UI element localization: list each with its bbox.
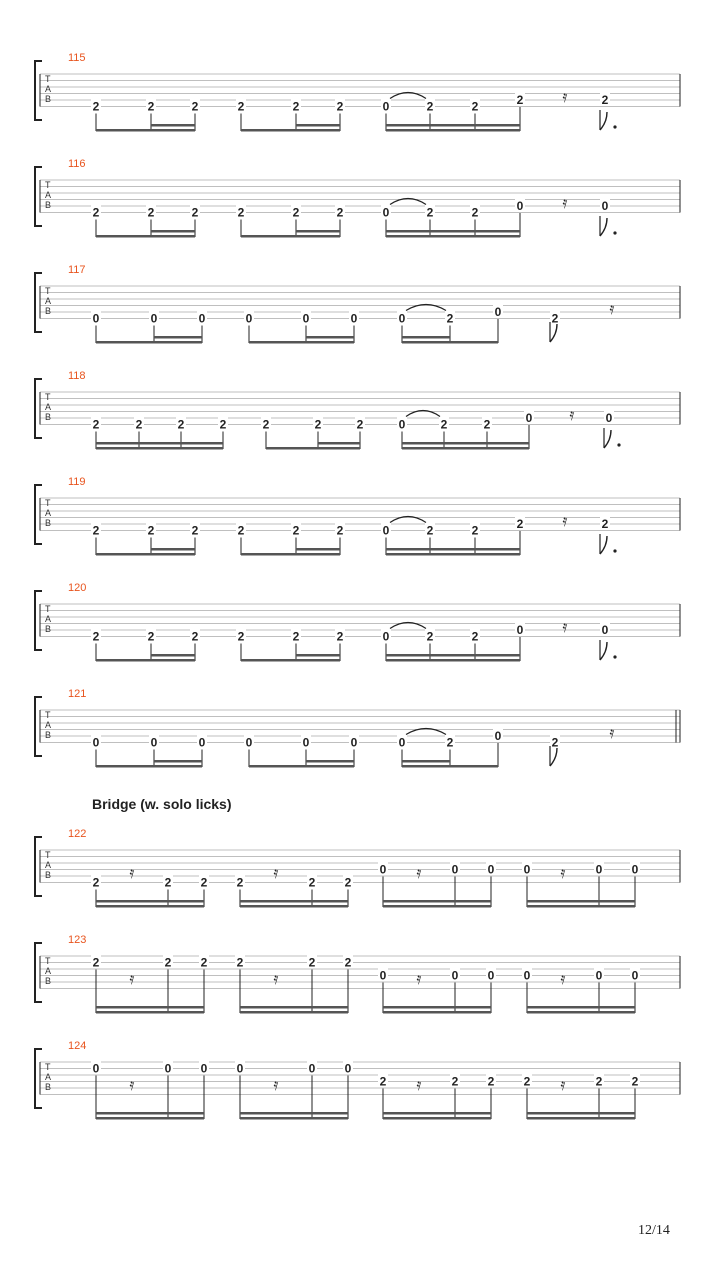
beam-secondary	[151, 548, 195, 551]
beam	[240, 905, 348, 908]
fret-number: 2	[426, 99, 434, 114]
tab-clef-letter: T	[45, 498, 51, 508]
fret-number: 2	[92, 629, 100, 644]
beam-secondary	[386, 548, 520, 551]
beam	[96, 1011, 204, 1014]
fret-number: 2	[516, 517, 524, 531]
tab-clef-letter: A	[45, 860, 52, 870]
system-bracket	[35, 697, 42, 756]
dot	[613, 125, 616, 128]
fret-number: 0	[200, 1061, 208, 1076]
note-flag	[600, 536, 607, 554]
beam-secondary	[402, 442, 529, 445]
fret-number: 0	[595, 968, 603, 983]
fret-number: 0	[382, 523, 390, 538]
tab-clef-letter: T	[45, 286, 51, 296]
fret-number: 2	[379, 1074, 387, 1089]
fret-number: 2	[292, 99, 300, 114]
tab-clef-letter: T	[45, 1062, 51, 1072]
beam	[266, 447, 360, 450]
system-bracket	[35, 837, 42, 896]
fret-number: 0	[398, 311, 406, 326]
dot	[617, 443, 620, 446]
beam	[386, 659, 520, 662]
rest-symbol: 𝄿	[609, 299, 615, 318]
beam-secondary	[296, 124, 340, 127]
beam-secondary	[306, 760, 354, 763]
fret-number: 0	[382, 205, 390, 220]
beam-secondary	[96, 442, 223, 445]
fret-number: 2	[336, 523, 344, 538]
beam	[96, 905, 204, 908]
fret-number: 0	[350, 311, 358, 326]
tab-clef-letter: B	[45, 976, 52, 986]
fret-number: 2	[236, 875, 244, 890]
measure-number: 118	[68, 370, 86, 382]
rest-symbol: 𝄿	[416, 863, 422, 882]
fret-number: 0	[487, 968, 495, 983]
fret-number: 2	[237, 99, 245, 114]
rest-symbol: 𝄿	[562, 193, 568, 212]
fret-number: 2	[631, 1074, 639, 1089]
fret-number: 2	[292, 205, 300, 220]
fret-number: 2	[292, 629, 300, 644]
beam	[240, 1117, 348, 1120]
fret-number: 2	[308, 955, 316, 970]
beam	[96, 341, 202, 344]
tab-clef-letter: B	[45, 518, 52, 528]
system-bracket	[35, 1049, 42, 1108]
fret-number: 0	[523, 968, 531, 983]
tab-clef-letter: B	[45, 870, 52, 880]
note-flag	[600, 112, 607, 130]
fret-number: 2	[147, 99, 155, 114]
fret-number: 2	[237, 205, 245, 220]
measure-number: 121	[68, 688, 87, 700]
beam	[96, 1117, 204, 1120]
beam-secondary	[240, 1006, 348, 1009]
tab-system	[35, 264, 680, 344]
beam	[241, 553, 340, 556]
beam	[241, 235, 340, 238]
measure-number: 115	[68, 52, 86, 64]
beam-secondary	[386, 124, 520, 127]
beam	[383, 1011, 491, 1014]
beam-secondary	[527, 1006, 635, 1009]
fret-number: 0	[92, 735, 100, 750]
fret-number: 2	[164, 955, 172, 970]
beam-secondary	[96, 1112, 204, 1115]
fret-number: 2	[147, 629, 155, 644]
tab-clef-letter: B	[45, 94, 52, 104]
note-flag	[604, 430, 611, 448]
measure-number: 116	[68, 158, 86, 170]
beam-secondary	[383, 900, 491, 903]
fret-number: 0	[350, 735, 358, 750]
fret-number: 2	[523, 1074, 531, 1089]
rest-symbol: 𝄿	[129, 969, 135, 988]
beam	[96, 235, 195, 238]
measure-number: 120	[68, 582, 87, 594]
fret-number: 0	[523, 862, 531, 877]
tab-clef-letter: A	[45, 296, 52, 306]
beam-secondary	[151, 654, 195, 657]
fret-number: 0	[344, 1061, 352, 1076]
fret-number: 0	[302, 735, 310, 750]
rest-symbol: 𝄿	[129, 863, 135, 882]
fret-number: 2	[601, 93, 609, 107]
tab-clef-letter: A	[45, 720, 52, 730]
tab-clef-letter: T	[45, 392, 51, 402]
measure-number: 123	[68, 934, 87, 946]
rest-symbol: 𝄿	[560, 1075, 566, 1094]
fret-number: 2	[92, 955, 100, 970]
fret-number: 2	[147, 205, 155, 220]
fret-number: 0	[382, 99, 390, 114]
fret-number: 2	[191, 523, 199, 538]
rest-symbol: 𝄿	[273, 1075, 279, 1094]
fret-number: 2	[336, 205, 344, 220]
beam-secondary	[306, 336, 354, 339]
rest-symbol: 𝄿	[562, 617, 568, 636]
beam-secondary	[318, 442, 360, 445]
measure-number: 122	[68, 828, 87, 840]
fret-number: 2	[92, 205, 100, 220]
fret-number: 2	[426, 205, 434, 220]
fret-number: 0	[601, 199, 609, 213]
note-flag	[600, 218, 607, 236]
fret-number: 2	[471, 523, 479, 538]
system-bracket	[35, 485, 42, 544]
fret-number: 0	[516, 623, 524, 637]
fret-number: 0	[198, 311, 206, 326]
dot	[613, 549, 616, 552]
dot	[613, 655, 616, 658]
fret-number: 2	[237, 629, 245, 644]
fret-number: 0	[302, 311, 310, 326]
beam	[241, 129, 340, 132]
rest-symbol: 𝄿	[273, 969, 279, 988]
beam	[240, 1011, 348, 1014]
note-flag	[600, 642, 607, 660]
tab-clef-letter: B	[45, 200, 52, 210]
beam-secondary	[402, 336, 450, 339]
fret-number: 2	[483, 417, 491, 432]
fret-number: 2	[551, 311, 559, 326]
beam	[249, 765, 354, 768]
tab-clef-letter: B	[45, 412, 52, 422]
fret-number: 2	[236, 955, 244, 970]
tab-clef-letter: B	[45, 730, 52, 740]
dot	[613, 231, 616, 234]
fret-number: 2	[446, 735, 454, 750]
beam-secondary	[151, 230, 195, 233]
rest-symbol: 𝄿	[609, 723, 615, 742]
beam	[96, 129, 195, 132]
fret-number: 0	[516, 199, 524, 213]
fret-number: 0	[595, 862, 603, 877]
beam-secondary	[154, 760, 202, 763]
rest-symbol: 𝄿	[416, 1075, 422, 1094]
tab-clef-letter: T	[45, 956, 51, 966]
tab-clef-letter: B	[45, 1082, 52, 1092]
beam-secondary	[386, 230, 520, 233]
fret-number: 2	[344, 875, 352, 890]
tab-clef-letter: A	[45, 966, 52, 976]
tab-system	[35, 476, 680, 556]
beam	[249, 341, 354, 344]
tab-system	[35, 688, 680, 768]
beam	[402, 447, 529, 450]
beam	[527, 1117, 635, 1120]
beam	[383, 1117, 491, 1120]
rest-symbol: 𝄿	[569, 405, 575, 424]
fret-number: 2	[200, 875, 208, 890]
tab-clef-letter: B	[45, 624, 52, 634]
fret-number: 2	[147, 523, 155, 538]
fret-number: 0	[487, 862, 495, 877]
fret-number: 0	[379, 862, 387, 877]
tab-clef-letter: A	[45, 1072, 52, 1082]
tab-clef-letter: A	[45, 614, 52, 624]
fret-number: 2	[191, 629, 199, 644]
fret-number: 2	[471, 629, 479, 644]
tab-system	[35, 582, 680, 662]
system-bracket	[35, 379, 42, 438]
system-bracket	[35, 61, 42, 120]
fret-number: 2	[92, 523, 100, 538]
fret-number: 0	[382, 629, 390, 644]
beam-secondary	[386, 654, 520, 657]
beam	[527, 1011, 635, 1014]
fret-number: 2	[262, 417, 270, 432]
beam	[383, 905, 491, 908]
fret-number: 0	[451, 862, 459, 877]
fret-number: 0	[631, 862, 639, 877]
measure-number: 119	[68, 476, 86, 488]
fret-number: 2	[601, 517, 609, 531]
measure-number: 124	[68, 1040, 87, 1052]
fret-number: 2	[471, 205, 479, 220]
fret-number: 2	[336, 99, 344, 114]
fret-number: 0	[245, 735, 253, 750]
fret-number: 0	[198, 735, 206, 750]
system-bracket	[35, 167, 42, 226]
fret-number: 0	[236, 1061, 244, 1076]
beam	[386, 235, 520, 238]
fret-number: 0	[525, 411, 533, 425]
tab-clef-letter: T	[45, 74, 51, 84]
fret-number: 0	[245, 311, 253, 326]
fret-number: 2	[516, 93, 524, 107]
fret-number: 0	[631, 968, 639, 983]
tab-clef-letter: T	[45, 850, 51, 860]
fret-number: 2	[336, 629, 344, 644]
fret-number: 2	[92, 417, 100, 432]
fret-number: 2	[551, 735, 559, 750]
beam	[96, 447, 223, 450]
fret-number: 0	[451, 968, 459, 983]
fret-number: 2	[471, 99, 479, 114]
fret-number: 2	[219, 417, 227, 432]
tab-system	[35, 828, 680, 908]
tab-system	[35, 52, 680, 132]
fret-number: 2	[292, 523, 300, 538]
rest-symbol: 𝄿	[560, 863, 566, 882]
fret-number: 2	[92, 875, 100, 890]
beam-secondary	[154, 336, 202, 339]
beam	[96, 659, 195, 662]
fret-number: 0	[494, 729, 502, 743]
beam-secondary	[402, 760, 450, 763]
beam	[402, 341, 498, 344]
beam-secondary	[296, 654, 340, 657]
fret-number: 2	[200, 955, 208, 970]
system-bracket	[35, 273, 42, 332]
fret-number: 2	[446, 311, 454, 326]
beam-secondary	[296, 230, 340, 233]
fret-number: 2	[487, 1074, 495, 1089]
tab-clef-letter: T	[45, 604, 51, 614]
rest-symbol: 𝄿	[562, 87, 568, 106]
fret-number: 2	[426, 629, 434, 644]
beam-secondary	[383, 1112, 491, 1115]
section-label: Bridge (w. solo licks)	[92, 796, 232, 812]
fret-number: 0	[164, 1061, 172, 1076]
fret-number: 2	[344, 955, 352, 970]
fret-number: 2	[237, 523, 245, 538]
fret-number: 0	[398, 735, 406, 750]
beam	[386, 553, 520, 556]
fret-number: 2	[440, 417, 448, 432]
tab-clef-letter: A	[45, 190, 52, 200]
fret-number: 2	[308, 875, 316, 890]
measure-number: 117	[68, 264, 86, 276]
rest-symbol: 𝄿	[273, 863, 279, 882]
fret-number: 0	[601, 623, 609, 637]
tab-clef-letter: A	[45, 508, 52, 518]
beam-secondary	[383, 1006, 491, 1009]
beam	[241, 659, 340, 662]
fret-number: 0	[150, 311, 158, 326]
rest-symbol: 𝄿	[562, 511, 568, 530]
fret-number: 0	[92, 311, 100, 326]
tab-clef-letter: B	[45, 306, 52, 316]
note-flag	[550, 324, 557, 342]
beam-secondary	[240, 1112, 348, 1115]
fret-number: 0	[308, 1061, 316, 1076]
beam-secondary	[96, 900, 204, 903]
system-bracket	[35, 591, 42, 650]
rest-symbol: 𝄿	[416, 969, 422, 988]
page-number: 12/14	[638, 1223, 670, 1238]
beam	[96, 765, 202, 768]
beam-secondary	[240, 900, 348, 903]
tab-clef-letter: A	[45, 402, 52, 412]
tab-system	[35, 370, 680, 450]
rest-symbol: 𝄿	[129, 1075, 135, 1094]
beam	[386, 129, 520, 132]
beam	[96, 553, 195, 556]
tab-system	[35, 158, 680, 238]
tab-clef-letter: T	[45, 180, 51, 190]
beam-secondary	[151, 124, 195, 127]
tab-clef-letter: T	[45, 710, 51, 720]
fret-number: 2	[164, 875, 172, 890]
fret-number: 0	[150, 735, 158, 750]
beam-secondary	[96, 1006, 204, 1009]
system-bracket	[35, 943, 42, 1002]
fret-number: 0	[605, 411, 613, 425]
fret-number: 2	[451, 1074, 459, 1089]
beam-secondary	[527, 1112, 635, 1115]
fret-number: 0	[398, 417, 406, 432]
fret-number: 2	[135, 417, 143, 432]
fret-number: 2	[356, 417, 364, 432]
tab-clef-letter: A	[45, 84, 52, 94]
fret-number: 2	[426, 523, 434, 538]
beam-secondary	[527, 900, 635, 903]
fret-number: 0	[379, 968, 387, 983]
beam-secondary	[296, 548, 340, 551]
tab-system	[35, 934, 680, 1014]
fret-number: 2	[314, 417, 322, 432]
beam	[402, 765, 498, 768]
fret-number: 0	[92, 1061, 100, 1076]
fret-number: 2	[191, 205, 199, 220]
note-flag	[550, 748, 557, 766]
beam	[527, 905, 635, 908]
fret-number: 2	[177, 417, 185, 432]
tab-system	[35, 1040, 680, 1120]
fret-number: 2	[595, 1074, 603, 1089]
fret-number: 2	[191, 99, 199, 114]
fret-number: 2	[92, 99, 100, 114]
staff-systems	[35, 52, 680, 1120]
rest-symbol: 𝄿	[560, 969, 566, 988]
fret-number: 0	[494, 305, 502, 319]
